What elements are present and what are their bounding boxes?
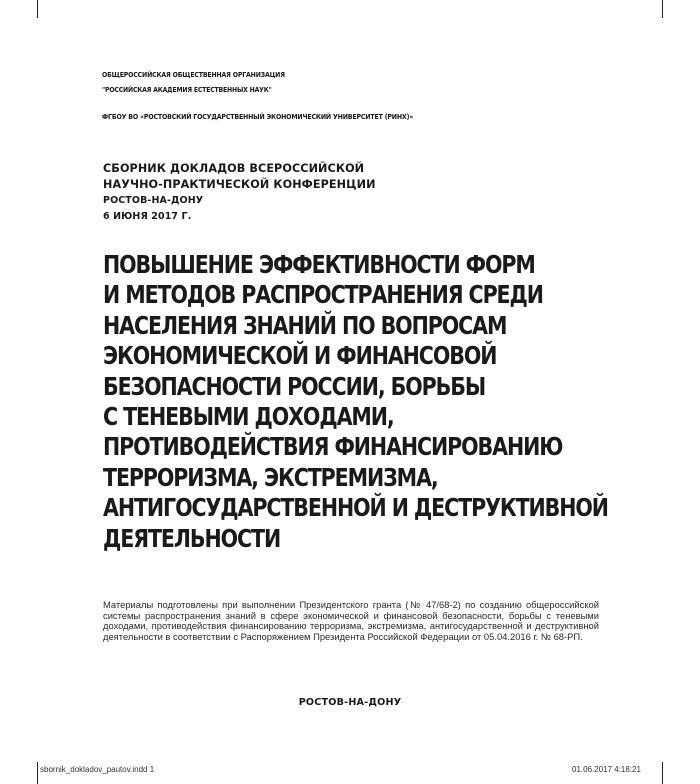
- title-line: ЭКОНОМИЧЕСКОЙ И ФИНАНСОВОЙ: [103, 341, 497, 371]
- organization-line-1: ОБЩЕРОССИЙСКАЯ ОБЩЕСТВЕННАЯ ОРГАНИЗАЦИЯ: [102, 71, 285, 79]
- title-line: И МЕТОДОВ РАСПРОСТРАНЕНИЯ СРЕДИ: [103, 280, 543, 310]
- collection-date: 6 ИЮНЯ 2017 Г.: [103, 211, 192, 223]
- title-line: АНТИГОСУДАРСТВЕННОЙ И ДЕСТРУКТИВНОЙ: [103, 493, 608, 523]
- title-line: ТЕРРОРИЗМА, ЭКСТРЕМИЗМА,: [103, 462, 438, 492]
- crop-mark-top-right: [662, 0, 663, 18]
- collection-line-1: СБОРНИК ДОКЛАДОВ ВСЕРОССИЙСКОЙ: [103, 162, 365, 175]
- crop-mark-top-left: [37, 0, 38, 18]
- crop-mark-bottom-right: [662, 762, 663, 784]
- organization-line-2: "РОССИЙСКАЯ АКАДЕМИЯ ЕСТЕСТВЕННЫХ НАУК": [102, 86, 272, 94]
- main-title: [103, 250, 608, 554]
- title-line: БЕЗОПАСНОСТИ РОССИИ, БОРЬБЫ: [103, 371, 486, 401]
- print-slug-file: sbornik_dokladov_pautov.indd 1: [40, 765, 155, 774]
- print-slug-timestamp: 01.06.2017 4:18:21: [572, 765, 641, 774]
- publication-city: РОСТОВ-НА-ДОНУ: [298, 697, 402, 708]
- crop-mark-bottom-left: [37, 762, 38, 784]
- title-line: НАСЕЛЕНИЯ ЗНАНИЙ ПО ВОПРОСАМ: [103, 310, 507, 340]
- university-line: ФГБОУ ВО «РОСТОВСКИЙ ГОСУДАРСТВЕННЫЙ ЭКОНОМИЧЕСКИЙ УНИВЕРСИТЕТ (РИНХ)»: [102, 113, 414, 121]
- title-line: ПРОТИВОДЕЙСТВИЯ ФИНАНСИРОВАНИЮ: [103, 432, 563, 462]
- collection-info: [103, 161, 376, 225]
- title-line: С ТЕНЕВЫМИ ДОХОДАМИ,: [103, 402, 394, 432]
- collection-place: РОСТОВ-НА-ДОНУ: [103, 195, 204, 207]
- grant-note: Материалы подготовлены при выполнении Президентского гранта (№ 47/68-2) по созданию общероссийской системы распространения знаний в сфере экономической и финансовой безопасности, борьбы с теневыми доходами, противодействия финансированию терроризма, экстремизма, антигосударственной и деструктивной деятельности в соответствии с Распоряжением Президента Российской Федерации от 05.04.2016 г. № 68-РП.: [103, 599, 599, 642]
- collection-line-2: НАУЧНО-ПРАКТИЧЕСКОЙ КОНФЕРЕНЦИИ: [103, 178, 376, 192]
- title-line: ДЕЯТЕЛЬНОСТИ: [103, 523, 281, 553]
- title-line: ПОВЫШЕНИЕ ЭФФЕКТИВНОСТИ ФОРМ: [103, 250, 535, 279]
